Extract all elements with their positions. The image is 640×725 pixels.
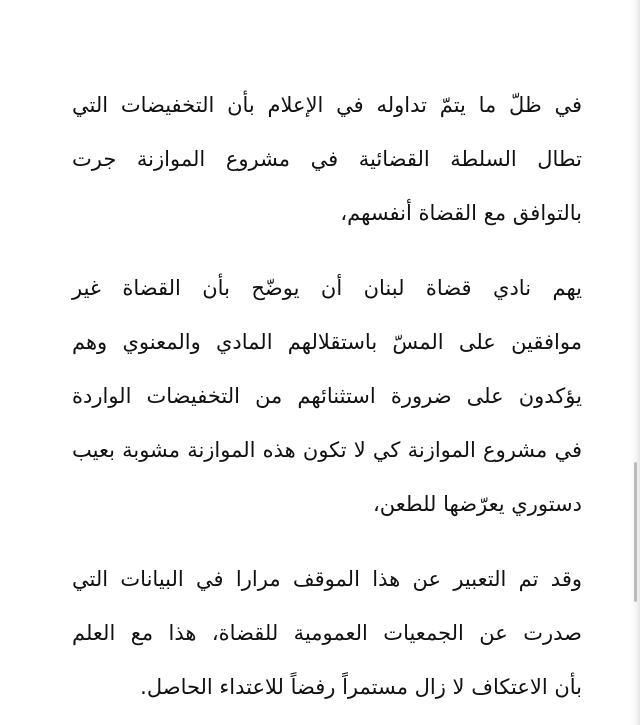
- text-line: يهم نادي قضاة لبنان أن يوضّح بأن القضاة غير: [72, 276, 582, 300]
- scroll-edge-shadow: [630, 0, 640, 725]
- paragraph-spacer: [72, 240, 582, 261]
- text-line: دستوري يعرّضها للطعن،: [372, 492, 582, 516]
- text-line: في ظلّ ما يتمّ تداوله في الإعلام بأن التخفيضات التي: [72, 93, 582, 117]
- statement-text: [72, 78, 582, 714]
- paragraph-2: [72, 261, 582, 531]
- text-line: بالتوافق مع القضاة أنفسهم،: [340, 201, 582, 225]
- paragraph-3: [72, 552, 582, 714]
- scrollbar-thumb[interactable]: [634, 462, 637, 602]
- text-line: تطال السلطة القضائية في مشروع الموازنة جرت: [72, 147, 582, 171]
- text-line: بأن الاعتكاف لا زال مستمراً رفضاً للاعتداء الحاصل.: [140, 675, 582, 699]
- text-line: صدرت عن الجمعيات العمومية للقضاة، هذا مع العلم: [72, 621, 582, 645]
- text-line: يؤكدون على ضرورة استثنائهم من التخفيضات الواردة: [72, 384, 582, 408]
- text-line: موافقين على المسّ باستقلالهم المادي والمعنوي وهم: [72, 330, 582, 354]
- text-line: وقد تم التعبير عن هذا الموقف مرارا في البيانات التي: [72, 567, 582, 591]
- text-line: في مشروع الموازنة كي لا تكون هذه الموازنة مشوبة بعيب: [72, 438, 582, 462]
- paragraph-spacer: [72, 531, 582, 552]
- paragraph-1: [72, 78, 582, 240]
